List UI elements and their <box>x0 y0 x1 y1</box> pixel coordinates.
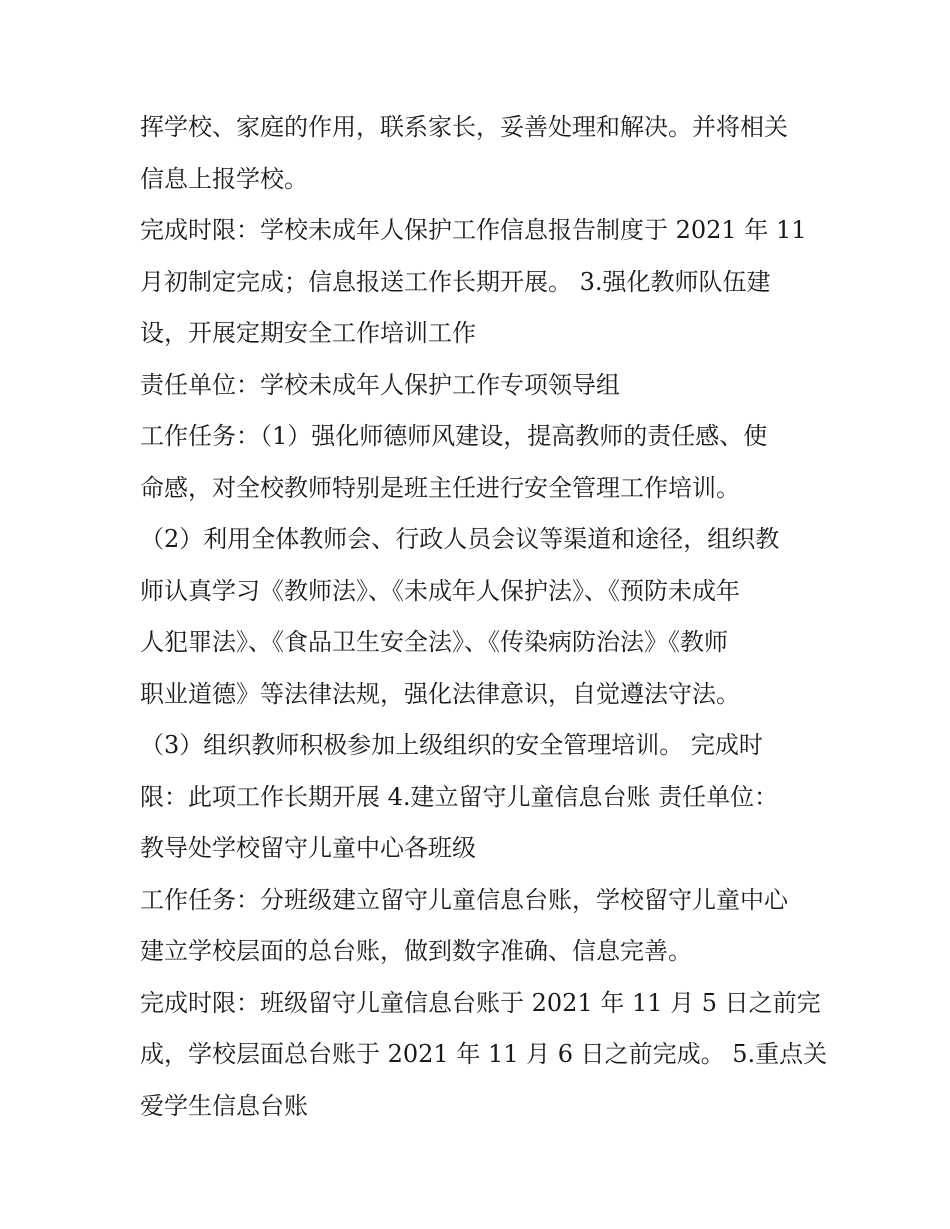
text-line-10: 师认真学习《教师法》、《未成年人保护法》、《预防未成年 <box>140 576 740 605</box>
text-line-6: 责任单位：学校未成年人保护工作专项领导组 <box>140 370 620 399</box>
text-line-14: 限：此项工作长期开展 4.建立留守儿童信息台账 责任单位： <box>140 782 779 811</box>
text-line-8: 命感，对全校教师特别是班主任进行安全管理工作培训。 <box>140 473 740 502</box>
text-line-5: 设，开展定期安全工作培训工作 <box>140 319 476 347</box>
text-line-20: 爱学生信息台账 <box>140 1091 308 1120</box>
text-line-19: 成，学校层面总台账于 2021 年 11 月 6 日之前完成。 5.重点关 <box>140 1040 828 1068</box>
document-body <box>140 102 828 1132</box>
text-line-9: （2）利用全体教师会、行政人员会议等渠道和途径，组织教 <box>140 525 780 553</box>
text-line-11: 人犯罪法》、《食品卫生安全法》、《传染病防治法》《教师 <box>140 628 728 656</box>
text-line-3: 完成时限：学校未成年人保护工作信息报告制度于 2021 年 11 <box>140 216 807 244</box>
text-line-12: 职业道德》等法律法规，强化法律意识，自觉遵法守法。 <box>140 679 740 708</box>
text-line-4: 月初制定完成；信息报送工作长期开展。 3.强化教师队伍建 <box>140 267 771 296</box>
text-line-1: 挥学校、家庭的作用，联系家长，妥善处理和解决。并将相关 <box>140 113 788 141</box>
text-line-7: 工作任务：（1）强化师德师风建设，提高教师的责任感、使 <box>140 422 768 450</box>
text-line-2: 信息上报学校。 <box>140 164 308 193</box>
text-line-18: 完成时限：班级留守儿童信息台账于 2021 年 11 月 5 日之前完 <box>140 988 821 1017</box>
text-line-16: 工作任务：分班级建立留守儿童信息台账，学校留守儿童中心 <box>140 885 788 914</box>
text-line-17: 建立学校层面的总台账，做到数字准确、信息完善。 <box>140 937 692 965</box>
text-line-13: （3）组织教师积极参加上级组织的安全管理培训。 完成时 <box>140 731 763 759</box>
text-line-15: 教导处学校留守儿童中心各班级 <box>140 834 476 862</box>
